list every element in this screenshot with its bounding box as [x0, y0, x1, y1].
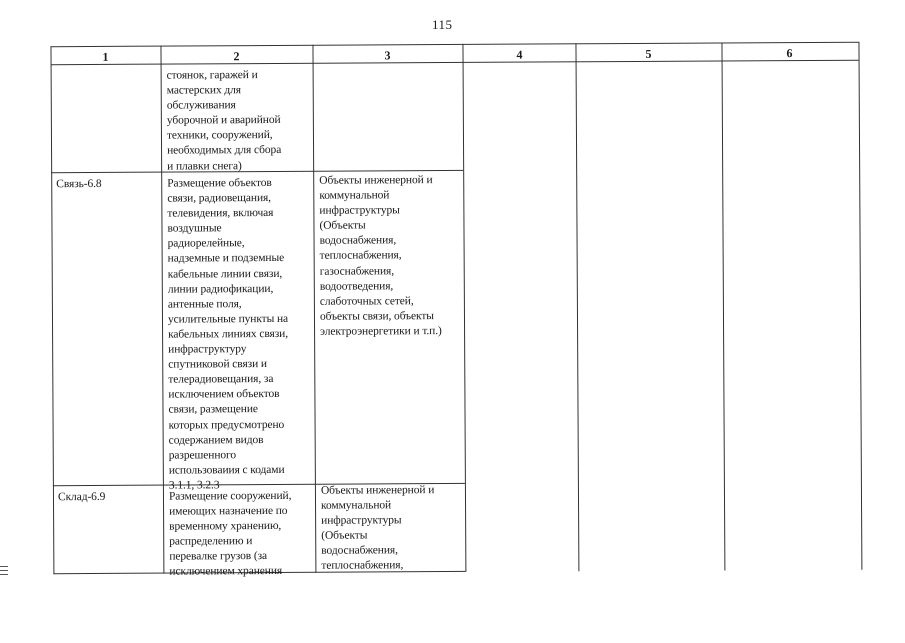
column-divider: [575, 43, 579, 571]
column-header-2: 2: [233, 49, 240, 64]
row-2-allowed-uses: Объекты инженерной и коммунальной инфраструктуры (Объекты водоснабжения, теплоснабжения, газоснабжения, водоотведения, слаботочных сетей, объекты связи, объекты электроэнергетики и т.п.): [319, 174, 442, 338]
margin-mark: [0, 574, 8, 575]
column-header-3: 3: [384, 48, 391, 63]
page-number: 115: [432, 17, 453, 32]
margin-mark: [0, 570, 8, 571]
table-top-border: [50, 42, 858, 48]
row-2-description: Размещение объектов связи, радиовещания, телевидения, включая воздушные радиорелейные, надземные и подземные кабельные линии связи, линии радиофикации, антенные поля, усилительные пункты на кабельных линиях связи, инфраструктуру спутниковой связи и телерадиовещания, за исключением объектов связи, размещение которых предусмотрено содержанием видов разрешенного использоваиия с кодами 3.1.1, 3.2.3: [167, 176, 289, 492]
column-divider: [721, 42, 725, 570]
column-divider: [312, 45, 316, 573]
column-header-4: 4: [516, 47, 523, 62]
row-3-description: Размещение сооружений, имеющих назначение по временному хранению, распределению и перевалке грузов (за исключением хранения: [168, 489, 292, 579]
column-header-6: 6: [786, 46, 793, 61]
table-left-border: [50, 46, 54, 574]
column-header-1: 1: [102, 49, 109, 64]
margin-mark: [0, 566, 8, 567]
table-right-border: [858, 42, 862, 570]
column-divider: [462, 44, 466, 572]
column-divider: [160, 46, 164, 574]
header-bottom-border: [51, 60, 859, 66]
row-3-code: Склад-6.9: [57, 490, 106, 504]
column-header-5: 5: [645, 46, 652, 61]
row-2-code: Связь-6.8: [56, 177, 102, 191]
row-1-description: стоянок, гаражей и мастерских для обслуживания уборочной и аварийной техники, сооружений, необходимых для сбора и плавки снега): [166, 69, 282, 173]
row-3-allowed-uses: Объекты инженерной и коммунальной инфраструктуры (Объекты водоснабжения, теплоснабжения,: [320, 484, 435, 573]
